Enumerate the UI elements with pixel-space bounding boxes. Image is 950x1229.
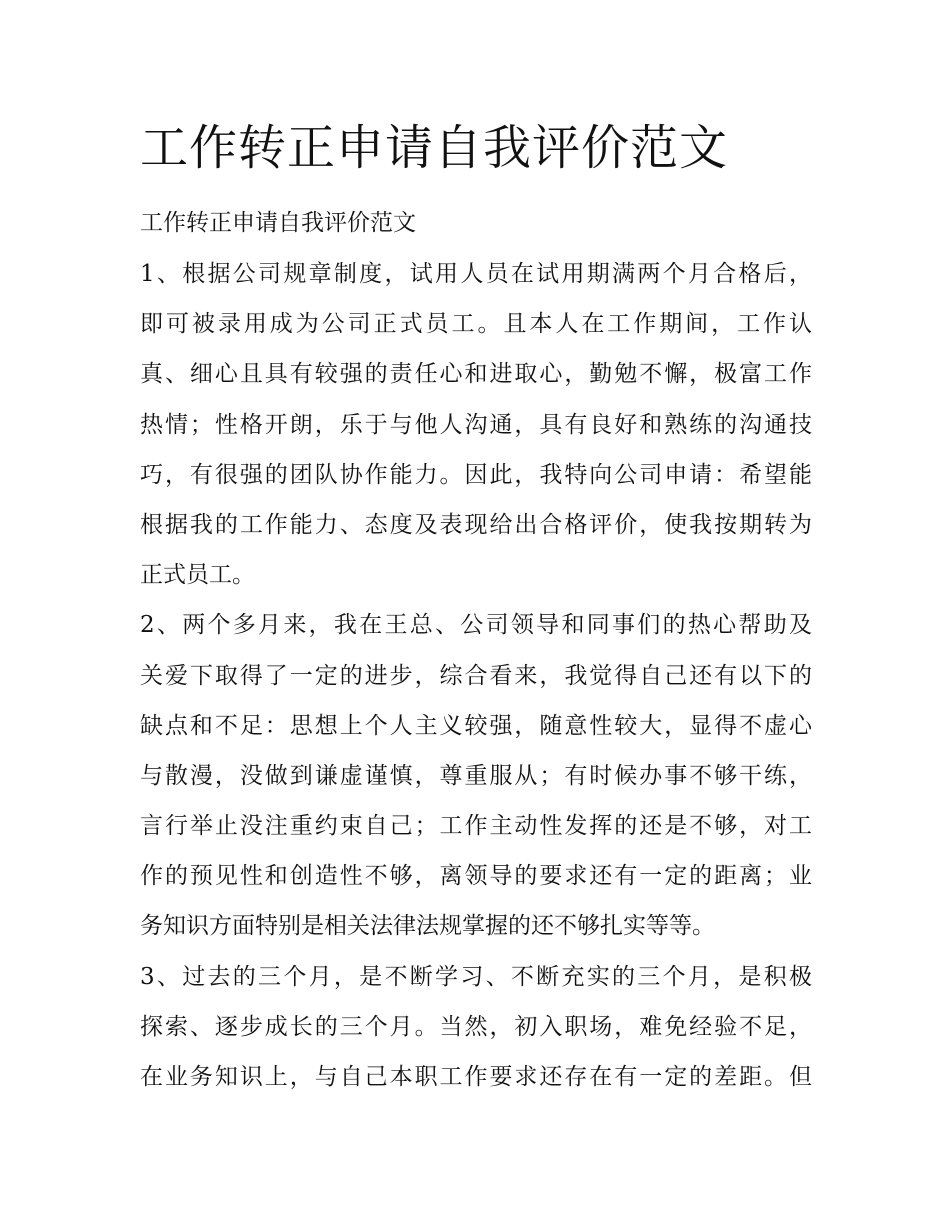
text-line: 与散漫，没做到谦虚谨慎，尊重服从；有时候办事不够干练， (140, 762, 812, 789)
paragraph-2 (140, 605, 812, 956)
text-line: 务知识方面特别是相关法律法规掌握的还不够扎实等等。 (140, 913, 715, 940)
text-line: 真、细心且具有较强的责任心和进取心，勤勉不懈，极富工作 (140, 361, 812, 388)
text-line: 1、根据公司规章制度，试用人员在试用期满两个月合格后， (140, 261, 812, 287)
text-line: 2、两个多月来，我在王总、公司领导和同事们的热心帮助及 (140, 612, 812, 639)
text-line: 3、过去的三个月，是不断学习、不断充实的三个月，是积极 (140, 963, 812, 990)
text-line: 巧，有很强的团队协作能力。因此，我特向公司申请：希望能 (140, 461, 812, 488)
text-line: 在业务知识上，与自己本职工作要求还存在有一定的差距。但 (140, 1064, 812, 1090)
text-line: 缺点和不足：思想上个人主义较强，随意性较大，显得不虚心 (140, 712, 812, 739)
page-title: 工作转正申请自我评价范文 (140, 120, 729, 176)
paragraph-3 (140, 957, 812, 1108)
text-line: 言行举止没注重约束自己；工作主动性发挥的还是不够，对工 (140, 813, 812, 840)
text-line: 根据我的工作能力、态度及表现给出合格评价，使我按期转为 (140, 511, 812, 538)
document-subtitle: 工作转正申请自我评价范文 (140, 210, 416, 236)
text-line: 关爱下取得了一定的进步，综合看来，我觉得自己还有以下的 (140, 662, 812, 689)
paragraph-1 (140, 254, 812, 605)
text-line: 热情；性格开朗，乐于与他人沟通，具有良好和熟练的沟通技 (140, 411, 812, 438)
text-line: 探索、逐步成长的三个月。当然，初入职场，难免经验不足， (140, 1013, 812, 1040)
text-line: 即可被录用成为公司正式员工。且本人在工作期间，工作认 (140, 311, 812, 338)
text-line: 正式员工。 (140, 562, 255, 589)
text-line: 作的预见性和创造性不够，离领导的要求还有一定的距离；业 (140, 863, 812, 890)
document-body (140, 254, 812, 1107)
